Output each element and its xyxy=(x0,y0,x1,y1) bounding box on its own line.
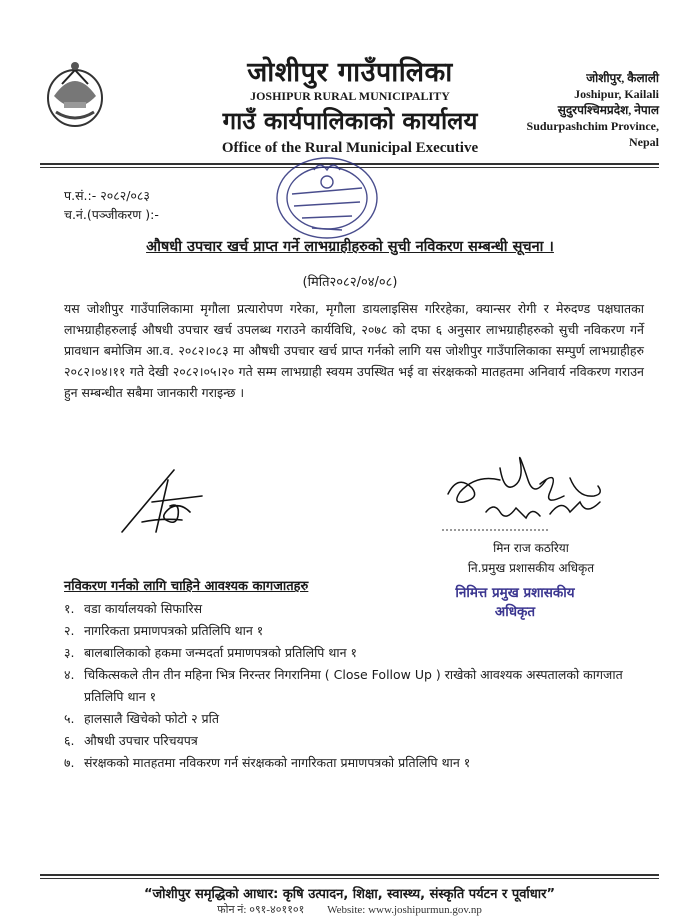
address-line: जोशीपुर, कैलाली xyxy=(586,71,659,85)
notice-body: यस जोशीपुर गाउँपालिकामा मृगौला प्रत्यारोपण गरेका, मृगौला डायलाइसिस गरिरहेका, क्यान्सर रोगी र मेरुदण्ड पक्षघातका लाभग्राहीहरुलाई औषधी उपचार खर्च उपलब्ध गराउने कार्यविधि, २०७८ को दफा ६ अनुसार लाभग्राहीहरुको सुची नविकरण गर्ने प्रावधान बमोजिम आ.व. २०८२।०८३ मा औषधी उपचार खर्च प्राप्त गर्नको लागि यस जोशीपुर गाउँपालिकाका सम्पुर्ण लाभग्राहीहरु २०८२।०४।११ गते देखी २०८२।०५।२० गते सम्म लाभग्राही स्वयम उपस्थित भई वा संरक्षकको मातहतमा अनिवार्य नविकरण गराउन हुन सम्बन्धीत सबैमा जानकारी गराइन्छ । xyxy=(64,301,644,400)
list-item xyxy=(64,620,654,642)
address-line: Nepal xyxy=(629,135,659,149)
chalani-number: च.नं.(पञ्जीकरण ):- xyxy=(64,207,159,222)
list-item-number: २. xyxy=(64,623,75,638)
list-item-number: ४. xyxy=(64,667,75,682)
address-line: Joshipur, Kailali xyxy=(574,87,659,101)
address-line: सुदुरपश्चिमप्रदेश, नेपाल xyxy=(557,103,659,117)
address-line: Sudurpashchim Province, xyxy=(526,119,659,133)
list-item-number: ६. xyxy=(64,733,75,748)
list-item-text: औषधी उपचार परिचयपत्र xyxy=(84,733,198,748)
office-seal-stamp xyxy=(268,148,386,244)
designation-stamp-line1: निमित्त प्रमुख प्रशासकीय xyxy=(455,585,575,601)
footer-divider-thin xyxy=(40,878,659,879)
municipality-title-en: JOSHIPUR RURAL MUNICIPALITY xyxy=(250,89,450,103)
nepal-emblem-icon xyxy=(44,58,106,130)
office-title-en: Office of the Rural Municipal Executive xyxy=(221,140,479,156)
list-item-text: वडा कार्यालयको सिफारिस xyxy=(84,601,203,616)
municipality-title-np: जोशीपुर गाउँपालिका xyxy=(247,57,453,88)
signatory-name: मिन राज कठरिया xyxy=(493,541,569,555)
patra-sankhya: प.सं.:- २०८२/०८३ xyxy=(64,188,150,203)
office-title-np: गाउँ कार्यपालिकाको कार्यालय xyxy=(222,106,478,135)
list-item xyxy=(64,752,654,774)
list-item-text: संरक्षकको मातहतमा नविकरण गर्न संरक्षकको नागरिकता प्रमाणपत्रको प्रतिलिपि थान १ xyxy=(84,755,471,770)
signatory-block xyxy=(446,538,616,578)
footer-divider xyxy=(40,874,659,876)
list-item-text: हालसालै खिचेको फोटो २ प्रति xyxy=(84,711,220,726)
list-item xyxy=(64,664,654,708)
list-item-number: ५. xyxy=(64,711,75,726)
list-item-text: चिकित्सकले तीन तीन महिना भित्र निरन्तर निगरानिमा ( Close Follow Up ) राखेको आवश्यक अस्पतालको कागजात प्रतिलिपि थान १ xyxy=(84,667,623,704)
footer-motto: “जोशीपुर समृद्धिको आधार: कृषि उत्पादन, शिक्षा, स्वास्थ्य, संस्कृति पर्यटन र पूर्वाधार” xyxy=(143,887,556,902)
list-item-text: नागरिकता प्रमाणपत्रको प्रतिलिपि थान १ xyxy=(84,623,264,638)
right-signature xyxy=(440,448,620,548)
signatory-title: नि.प्रमुख प्रशासकीय अधिकृत xyxy=(467,561,595,575)
designation-stamp-line2: अधिकृत xyxy=(494,604,536,620)
list-item-number: १. xyxy=(64,601,75,616)
list-item xyxy=(64,598,654,620)
address-block xyxy=(489,70,659,150)
left-signature xyxy=(112,462,222,552)
list-item xyxy=(64,708,654,730)
list-item xyxy=(64,730,654,752)
footer-phone: फोन नं: ०९१-४०११०१ xyxy=(217,904,305,916)
list-item-number: ७. xyxy=(64,755,75,770)
footer-website: Website: www.joshipurmun.gov.np xyxy=(327,904,482,916)
list-item-number: ३. xyxy=(64,645,75,660)
list-item-text: बालबालिकाको हकमा जन्मदर्ता प्रमाणपत्रको प्रतिलिपि थान १ xyxy=(84,645,358,660)
list-item xyxy=(64,642,654,664)
reference-block xyxy=(64,186,159,224)
required-docs-list xyxy=(64,598,654,774)
required-docs-heading: नविकरण गर्नको लागि चाहिने आवश्यक कागजातहरु xyxy=(64,579,309,594)
notice-subject: औषधी उपचार खर्च प्राप्त गर्ने लाभग्राहीहरुको सुची नविकरण सम्बन्धी सूचना । xyxy=(146,239,554,255)
notice-date: (मिति२०८२/०४/०८) xyxy=(302,275,398,290)
